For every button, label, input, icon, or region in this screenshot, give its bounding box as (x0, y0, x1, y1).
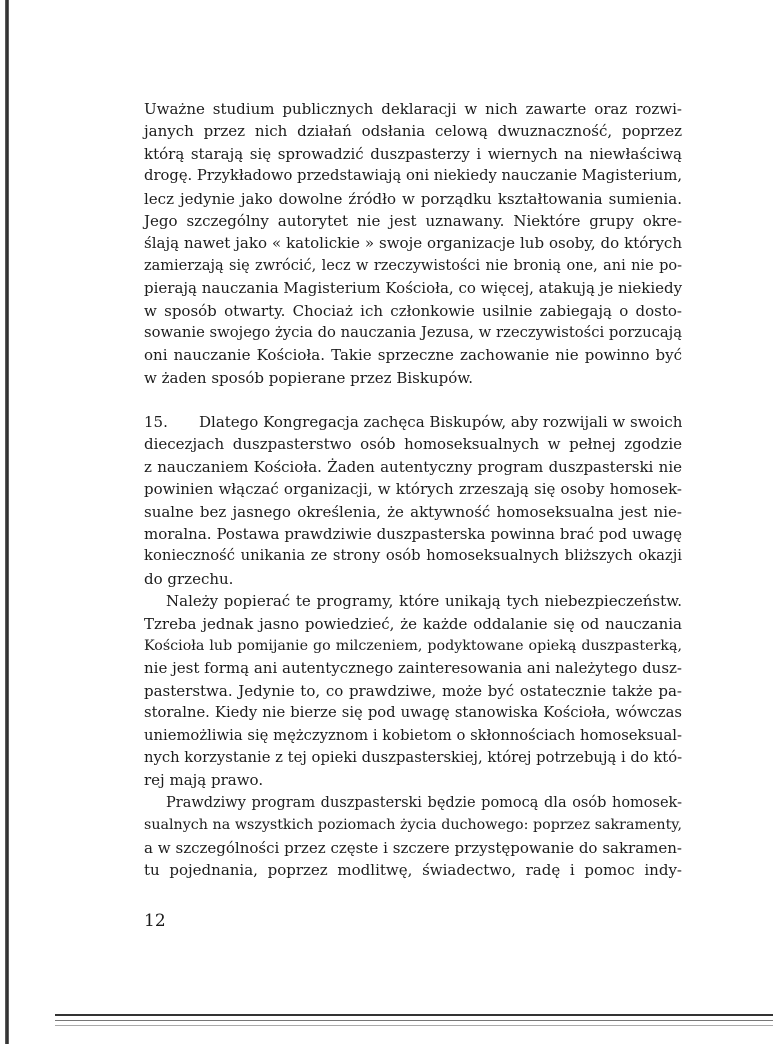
paragraph-4 (144, 792, 682, 882)
paragraph-gap (144, 389, 682, 411)
page-edge-line (55, 1025, 773, 1026)
body-text (144, 98, 682, 881)
text-line: pierają nauczania Magisterium Kościoła, co więcej, atakują je niekiedy (144, 279, 683, 298)
text-line: janych przez nich działań odsłania celową dwuznaczność, poprzez (144, 122, 682, 141)
paragraph-3 (144, 590, 682, 792)
text-line: nie jest formą ani autentycznego zainteresowania ani należytego dusz- (144, 659, 682, 678)
text-line: nych korzystanie z tej opieki duszpasterskiej, której potrzebują i do któ- (144, 748, 683, 766)
text-line-content: Dlatego Kongregacja zachęca Biskupów, aby rozwijali w swoich (199, 413, 683, 432)
text-line: drogę. Przykładowo przedstawiają oni niekiedy nauczanie Magisterium, (144, 167, 683, 185)
text-line: konieczność unikania ze strony osób homoseksualnych bliższych okazji (144, 547, 682, 565)
text-line: rej mają prawo. (144, 771, 264, 790)
text-line: pasterstwa. Jedynie to, co prawdziwe, może być ostatecznie także pa- (144, 681, 682, 700)
text-line: oni nauczanie Kościoła. Takie sprzeczne zachowanie nie powinno być (144, 346, 682, 365)
text-line: tu pojednania, poprzez modlitwę, świadectwo, radę i pomoc indy- (144, 860, 682, 879)
page-edge-line (55, 1020, 773, 1021)
text-line: Kościoła lub pomijanie go milczeniem, podyktowane opieką duszpasterką, (144, 637, 682, 654)
text-line: powinien włączać organizacji, w których zrzeszają się osoby homosek- (144, 480, 682, 499)
text-line: ślają nawet jako « katolickie » swoje organizacje lub osoby, do których (144, 234, 682, 253)
text-line: storalne. Kiedy nie bierze się pod uwagę stanowiska Kościoła, wówczas (144, 704, 682, 722)
text-line: sowanie swojego życia do nauczania Jezusa, w rzeczywistości porzucają (144, 323, 682, 341)
text-line: lecz jedynie jako dowolne źródło w porządku kształtowania sumienia. (144, 189, 682, 208)
text-line: z nauczaniem Kościoła. Żaden autentyczny program duszpasterski nie (144, 457, 682, 476)
text-line (144, 411, 682, 433)
text-line: sualne bez jasnego określenia, że aktywność homoseksualna jest nie- (144, 502, 682, 521)
text-line: a w szczególności przez częste i szczere przystępowanie do sakramen- (144, 838, 682, 857)
text-line: Jego szczególny autorytet nie jest uznawany. Niektóre grupy okre- (144, 211, 682, 230)
text-line: sualnych na wszystkich poziomach życia duchowego: poprzez sakramenty, (144, 817, 682, 834)
text-line: Uważne studium publicznych deklaracji w nich zawarte oraz rozwi- (144, 100, 682, 118)
text-line: do grzechu. (144, 569, 234, 588)
text-line: Prawdziwy program duszpasterski będzie pomocą dla osób homosek- (166, 794, 682, 811)
text-line: uniemożliwia się mężczyznom i kobietom o skłonnościach homoseksual- (144, 726, 682, 744)
paragraph-1 (144, 98, 682, 389)
section-number: 15. (144, 413, 168, 432)
text-line: którą starają się sprowadzić duszpasterzy i wiernych na niewłaściwą (144, 144, 682, 163)
text-line: w sposób otwarty. Chociaż ich członkowie usilnie zabiegają o dosto- (144, 301, 682, 320)
paragraph-2 (144, 411, 682, 590)
text-line: w żaden sposób popierane przez Biskupów. (144, 368, 474, 387)
text-line: diecezjach duszpasterstwo osób homoseksualnych w pełnej zgodzie (144, 435, 682, 454)
text-line: zamierzają się zwrócić, lecz w rzeczywistości nie bronią one, ani nie po- (144, 257, 682, 274)
text-line: Tzreba jednak jasno powiedzieć, że każde oddalanie się od nauczania (144, 614, 682, 633)
page-edge-line (55, 1014, 773, 1016)
text-line: moralna. Postawa prawdziwie duszpasterska powinna brać pod uwagę (144, 525, 682, 544)
page-number: 12 (144, 911, 166, 931)
book-spine-shadow (5, 0, 9, 1044)
text-line: Należy popierać te programy, które unikają tych niebezpieczeństw. (166, 592, 682, 611)
